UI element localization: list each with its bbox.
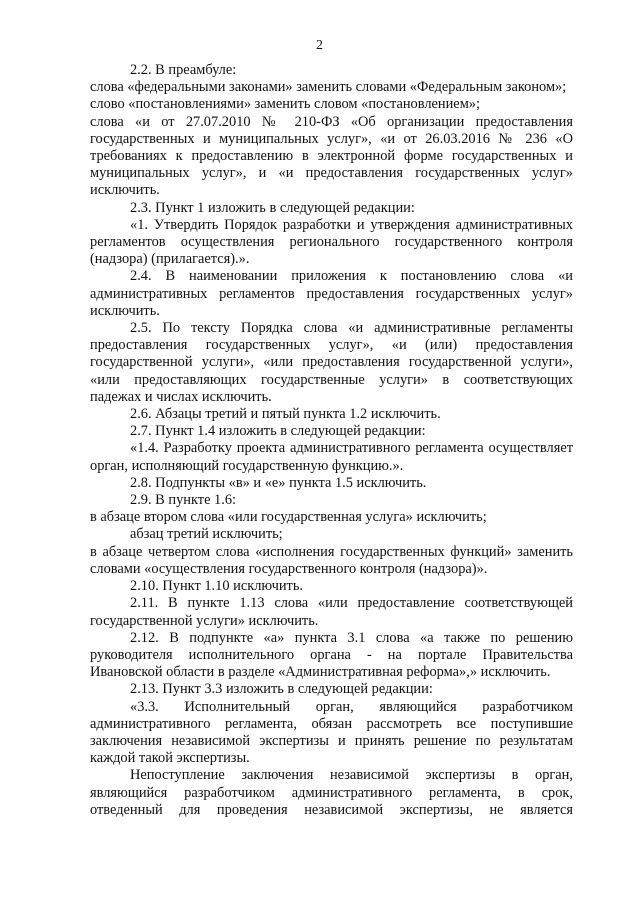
paragraph: 2.9. В пункте 1.6: — [130, 492, 237, 509]
paragraph: в абзаце втором слова «или государственная услуга» исключить; — [90, 509, 487, 526]
paragraph: 2.8. Подпункты «в» и «е» пункта 1.5 исключить. — [130, 474, 427, 491]
paragraph: Непоступление заключения независимой экспертизы в орган, являющийся разработчиком административного регламента, в срок, отведенный для проведения независимой экспертизы, не является — [90, 767, 573, 818]
paragraph: 2.6. Абзацы третий и пятый пункта 1.2 исключить. — [130, 406, 441, 423]
paragraph: 2.2. В преамбуле: — [130, 62, 237, 78]
paragraph: 2.12. В подпункте «а» пункта 3.1 слова «а также по решению руководителя исполнительного органа - на портале Правительства Ивановской области в разделе «Административная реформа»,» исключить. — [90, 629, 573, 681]
paragraph: 2.3. Пункт 1 изложить в следующей редакции: — [130, 199, 415, 216]
paragraph: 2.13. Пункт 3.3 изложить в следующей редакции: — [130, 681, 433, 698]
paragraph: слово «постановлениями» заменить словом «постановлением»; — [90, 96, 480, 113]
paragraph: 2.4. В наименовании приложения к постановлению слова «и административных регламентов предоставления государственных услуг» исключить. — [90, 268, 573, 319]
paragraph: абзац третий исключить; — [130, 526, 283, 543]
paragraph: в абзаце четвертом слова «исполнения государственных функций» заменить словами «осуществления государственного контроля (надзора)». — [90, 543, 573, 577]
paragraph: «1. Утвердить Порядок разработки и утверждения административных регламентов осуществления регионального государственного контроля (надзора) (прилагается).». — [90, 216, 573, 268]
page-number: 2 — [316, 38, 323, 53]
paragraph: слова «и от 27.07.2010 № 210-ФЗ «Об организации предоставления государственных и муниципальных услуг», «и от 26.03.2016 № 236 «О требованиях к предоставлению в электронной форме государственных и муниципальных услуг», и «и предоставления государственных услуг» исключить. — [90, 113, 573, 199]
paragraph: 2.11. В пункте 1.13 слова «или предоставление соответствующей государственной услуги» исключить. — [90, 595, 573, 629]
paragraph: слова «федеральными законами» заменить словами «Федеральным законом»; — [90, 79, 567, 96]
paragraph: «3.3. Исполнительный орган, являющийся разработчиком административного регламента, обязан рассмотреть все поступившие заключения независимой экспертизы и принять решение по результатам каждой такой экспертизы. — [90, 698, 573, 767]
document-body — [90, 62, 573, 819]
paragraph: 2.5. По тексту Порядка слова «и административные регламенты предоставления государственных услуг», «и (или) предоставления государственной услуги», «или предоставления государственной услуги», «или предоставляющих государственные услуги» в соответствующих падежах и числах исключить. — [90, 320, 573, 405]
paragraph: 2.7. Пункт 1.4 изложить в следующей редакции: — [130, 423, 426, 440]
paragraph: «1.4. Разработку проекта административного регламента осуществляет орган, исполняющий государственную функцию.». — [90, 440, 573, 474]
paragraph: 2.10. Пункт 1.10 исключить. — [130, 578, 303, 595]
